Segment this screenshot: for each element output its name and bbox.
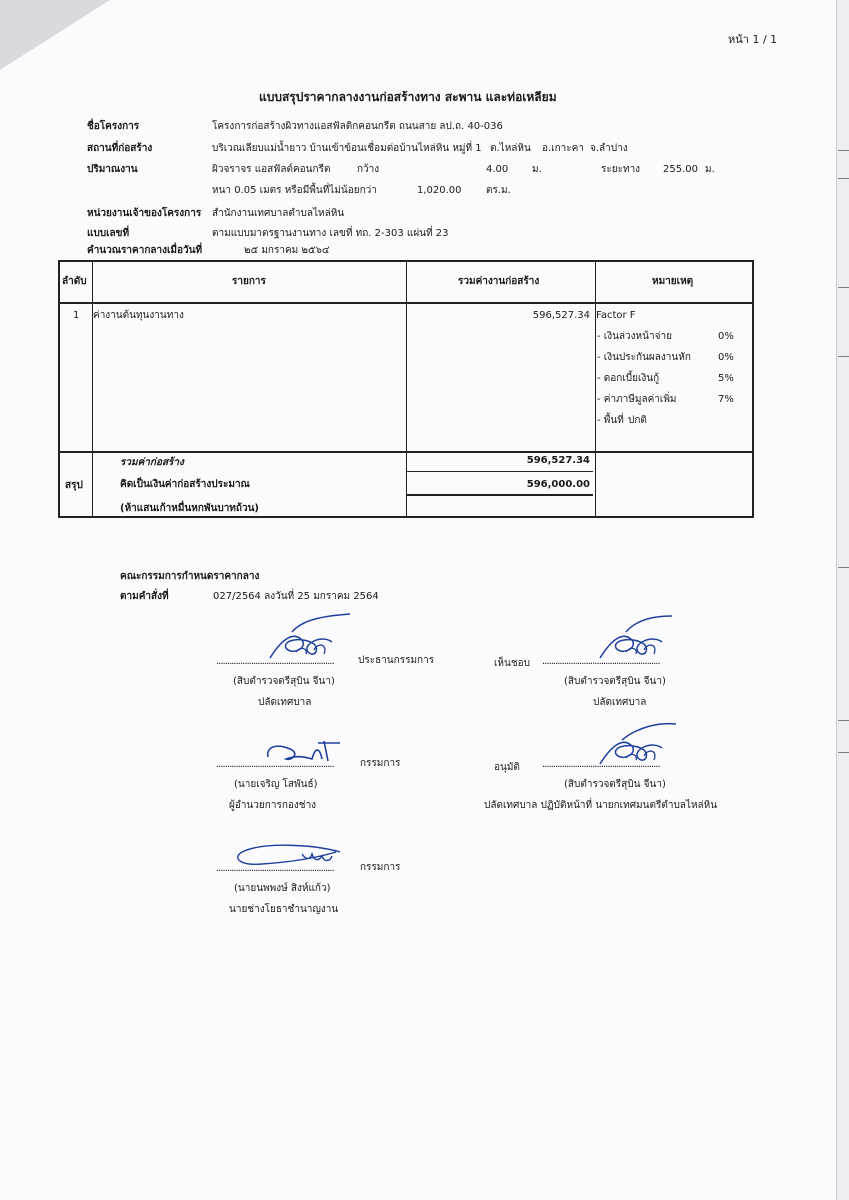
- chair-dots: ......................................................: [216, 656, 334, 667]
- remark-value: 0%: [718, 352, 734, 363]
- table-divider: [406, 262, 407, 516]
- chair-title: ปลัดเทศบาล: [258, 697, 312, 708]
- project-label: ชื่อโครงการ: [87, 121, 140, 132]
- edge-mark: [838, 567, 849, 568]
- remark-label: - เงินล่วงหน้าจ่าย: [597, 331, 672, 342]
- location-value: บริเวณเลียบแม่น้ำยาว บ้านเข้าข้อนเชื่อมต่อบ้านไหล่หิน หมู่ที่ 1: [212, 143, 482, 154]
- rounded-label: คิดเป็นเงินค่าก่อสร้างประมาณ: [120, 479, 250, 490]
- edge-mark: [838, 720, 849, 721]
- width-unit: ม.: [532, 164, 542, 175]
- thickness-text: หนา 0.05 เมตร หรือมีพื้นที่ไม่น้อยกว่า: [212, 185, 377, 196]
- distance-value: 255.00: [663, 164, 698, 175]
- chair-name: (สิบตำรวจตรีสุบิน จีนา): [233, 676, 335, 687]
- row-item: ค่างานต้นทุนงานทาง: [93, 310, 184, 321]
- page-number: หน้า 1 / 1: [728, 33, 778, 46]
- table-sum-line: [406, 471, 593, 472]
- rounded-value: 596,000.00: [526, 479, 590, 490]
- design-label: แบบเลขที่: [87, 228, 130, 239]
- approve-label: อนุมัติ: [494, 762, 520, 773]
- row-total: 596,527.34: [532, 310, 590, 321]
- remark-label: - ค่าภาษีมูลค่าเพิ่ม: [597, 394, 677, 405]
- approve-name: (สิบตำรวจตรีสุบิน จีนา): [564, 779, 666, 790]
- edge-mark: [838, 150, 849, 151]
- col-item-header: รายการ: [232, 276, 266, 287]
- order-value: 027/2564 ลงวันที่ 25 มกราคม 2564: [213, 591, 379, 602]
- area-value: 1,020.00: [417, 185, 462, 196]
- remark-value: ปกติ: [628, 415, 647, 426]
- remark-label: - ดอกเบี้ยเงินกู้: [597, 373, 660, 384]
- member2-dots: ......................................................: [216, 863, 334, 874]
- edge-mark: [838, 356, 849, 357]
- edge-mark: [838, 287, 849, 288]
- table-divider: [92, 262, 93, 516]
- width-label: กว้าง: [357, 164, 380, 175]
- col-remark-header: หมายเหตุ: [652, 276, 694, 287]
- member1-name: (นายเจริญ โสพันธ์): [234, 779, 318, 790]
- member2-role: กรรมการ: [360, 862, 401, 873]
- remark-label: - พื้นที่: [597, 415, 624, 426]
- folded-corner: [0, 0, 110, 70]
- agree-dots: ......................................................: [542, 656, 660, 667]
- document-title: แบบสรุปราคากลางงานก่อสร้างทาง สะพาน และท่อเหลียม: [259, 90, 557, 104]
- agree-title: ปลัดเทศบาล: [593, 697, 647, 708]
- quantity-label: ปริมาณงาน: [87, 164, 138, 175]
- member2-name: (นายนพพงษ์ สิงห์แก้ว): [234, 883, 331, 894]
- rounded-words: (ห้าแสนเก้าหมื่นหกพันบาทถ้วน): [120, 503, 259, 514]
- location-label: สถานที่ก่อสร้าง: [87, 143, 153, 154]
- chair-role: ประธานกรรมการ: [358, 655, 435, 666]
- location-amphoe: อ.เกาะคา: [542, 143, 584, 154]
- design-value: ตามแบบมาตรฐานงานทาง เลขที่ ทถ. 2-303 แผ่นที่ 23: [212, 228, 449, 239]
- calc-date-label: คำนวณราคากลางเมื่อวันที่: [87, 245, 203, 256]
- project-value: โครงการก่อสร้างผิวทางแอสฟัลติกคอนกรีต ถนนสาย ลป.ถ. 40-036: [212, 121, 503, 132]
- edge-mark: [838, 178, 849, 179]
- member2-title: นายช่างโยธาชำนาญงาน: [229, 904, 339, 915]
- width-value: 4.00: [486, 164, 509, 175]
- location-tambon: ต.ไหล่หิน: [490, 143, 531, 154]
- col-total-header: รวมค่างานก่อสร้าง: [458, 276, 540, 287]
- row-no: 1: [73, 310, 80, 321]
- factor-title: Factor F: [596, 310, 636, 321]
- edge-mark: [838, 752, 849, 753]
- summary-label: สรุป: [65, 480, 83, 491]
- sum-label: รวมค่าก่อสร้าง: [120, 457, 184, 468]
- agency-value: สำนักงานเทศบาลตำบลไหล่หิน: [212, 208, 345, 219]
- remark-value: 7%: [718, 394, 734, 405]
- table-divider: [595, 262, 596, 516]
- remark-value: 0%: [718, 331, 734, 342]
- quantity-surface: ผิวจราจร แอสฟัลต์คอนกรีต: [212, 164, 331, 175]
- agree-label: เห็นชอบ: [494, 658, 530, 669]
- calc-date-value: ๒๕ มกราคม ๒๕๖๔: [244, 245, 330, 256]
- approve-dots: ......................................................: [542, 759, 660, 770]
- col-no-header: ลำดับ: [62, 276, 87, 287]
- page-edge: [836, 0, 849, 1200]
- approve-title: ปลัดเทศบาล ปฏิบัติหน้าที่ นายกเทศมนตรีตำบลไหล่หิน: [484, 800, 718, 811]
- agree-name: (สิบตำรวจตรีสุบิน จีนา): [564, 676, 666, 687]
- table-rounded-line: [406, 494, 593, 496]
- member1-title: ผู้อำนวยการกองช่าง: [229, 800, 317, 811]
- order-label: ตามคำสั่งที่: [120, 591, 169, 602]
- area-unit: ตร.ม.: [486, 185, 511, 196]
- member1-dots: ......................................................: [216, 759, 334, 770]
- table-header-line: [60, 302, 752, 304]
- table-summary-line: [60, 451, 752, 453]
- agency-label: หน่วยงานเจ้าของโครงการ: [87, 208, 202, 219]
- distance-label: ระยะทาง: [601, 164, 641, 175]
- committee-heading: คณะกรรมการกำหนดราคากลาง: [120, 571, 260, 582]
- distance-unit: ม.: [705, 164, 715, 175]
- location-province: จ.ลำปาง: [590, 143, 628, 154]
- remark-value: 5%: [718, 373, 734, 384]
- member1-role: กรรมการ: [360, 758, 401, 769]
- sum-value: 596,527.34: [526, 455, 590, 466]
- remark-label: - เงินประกันผลงานหัก: [597, 352, 691, 363]
